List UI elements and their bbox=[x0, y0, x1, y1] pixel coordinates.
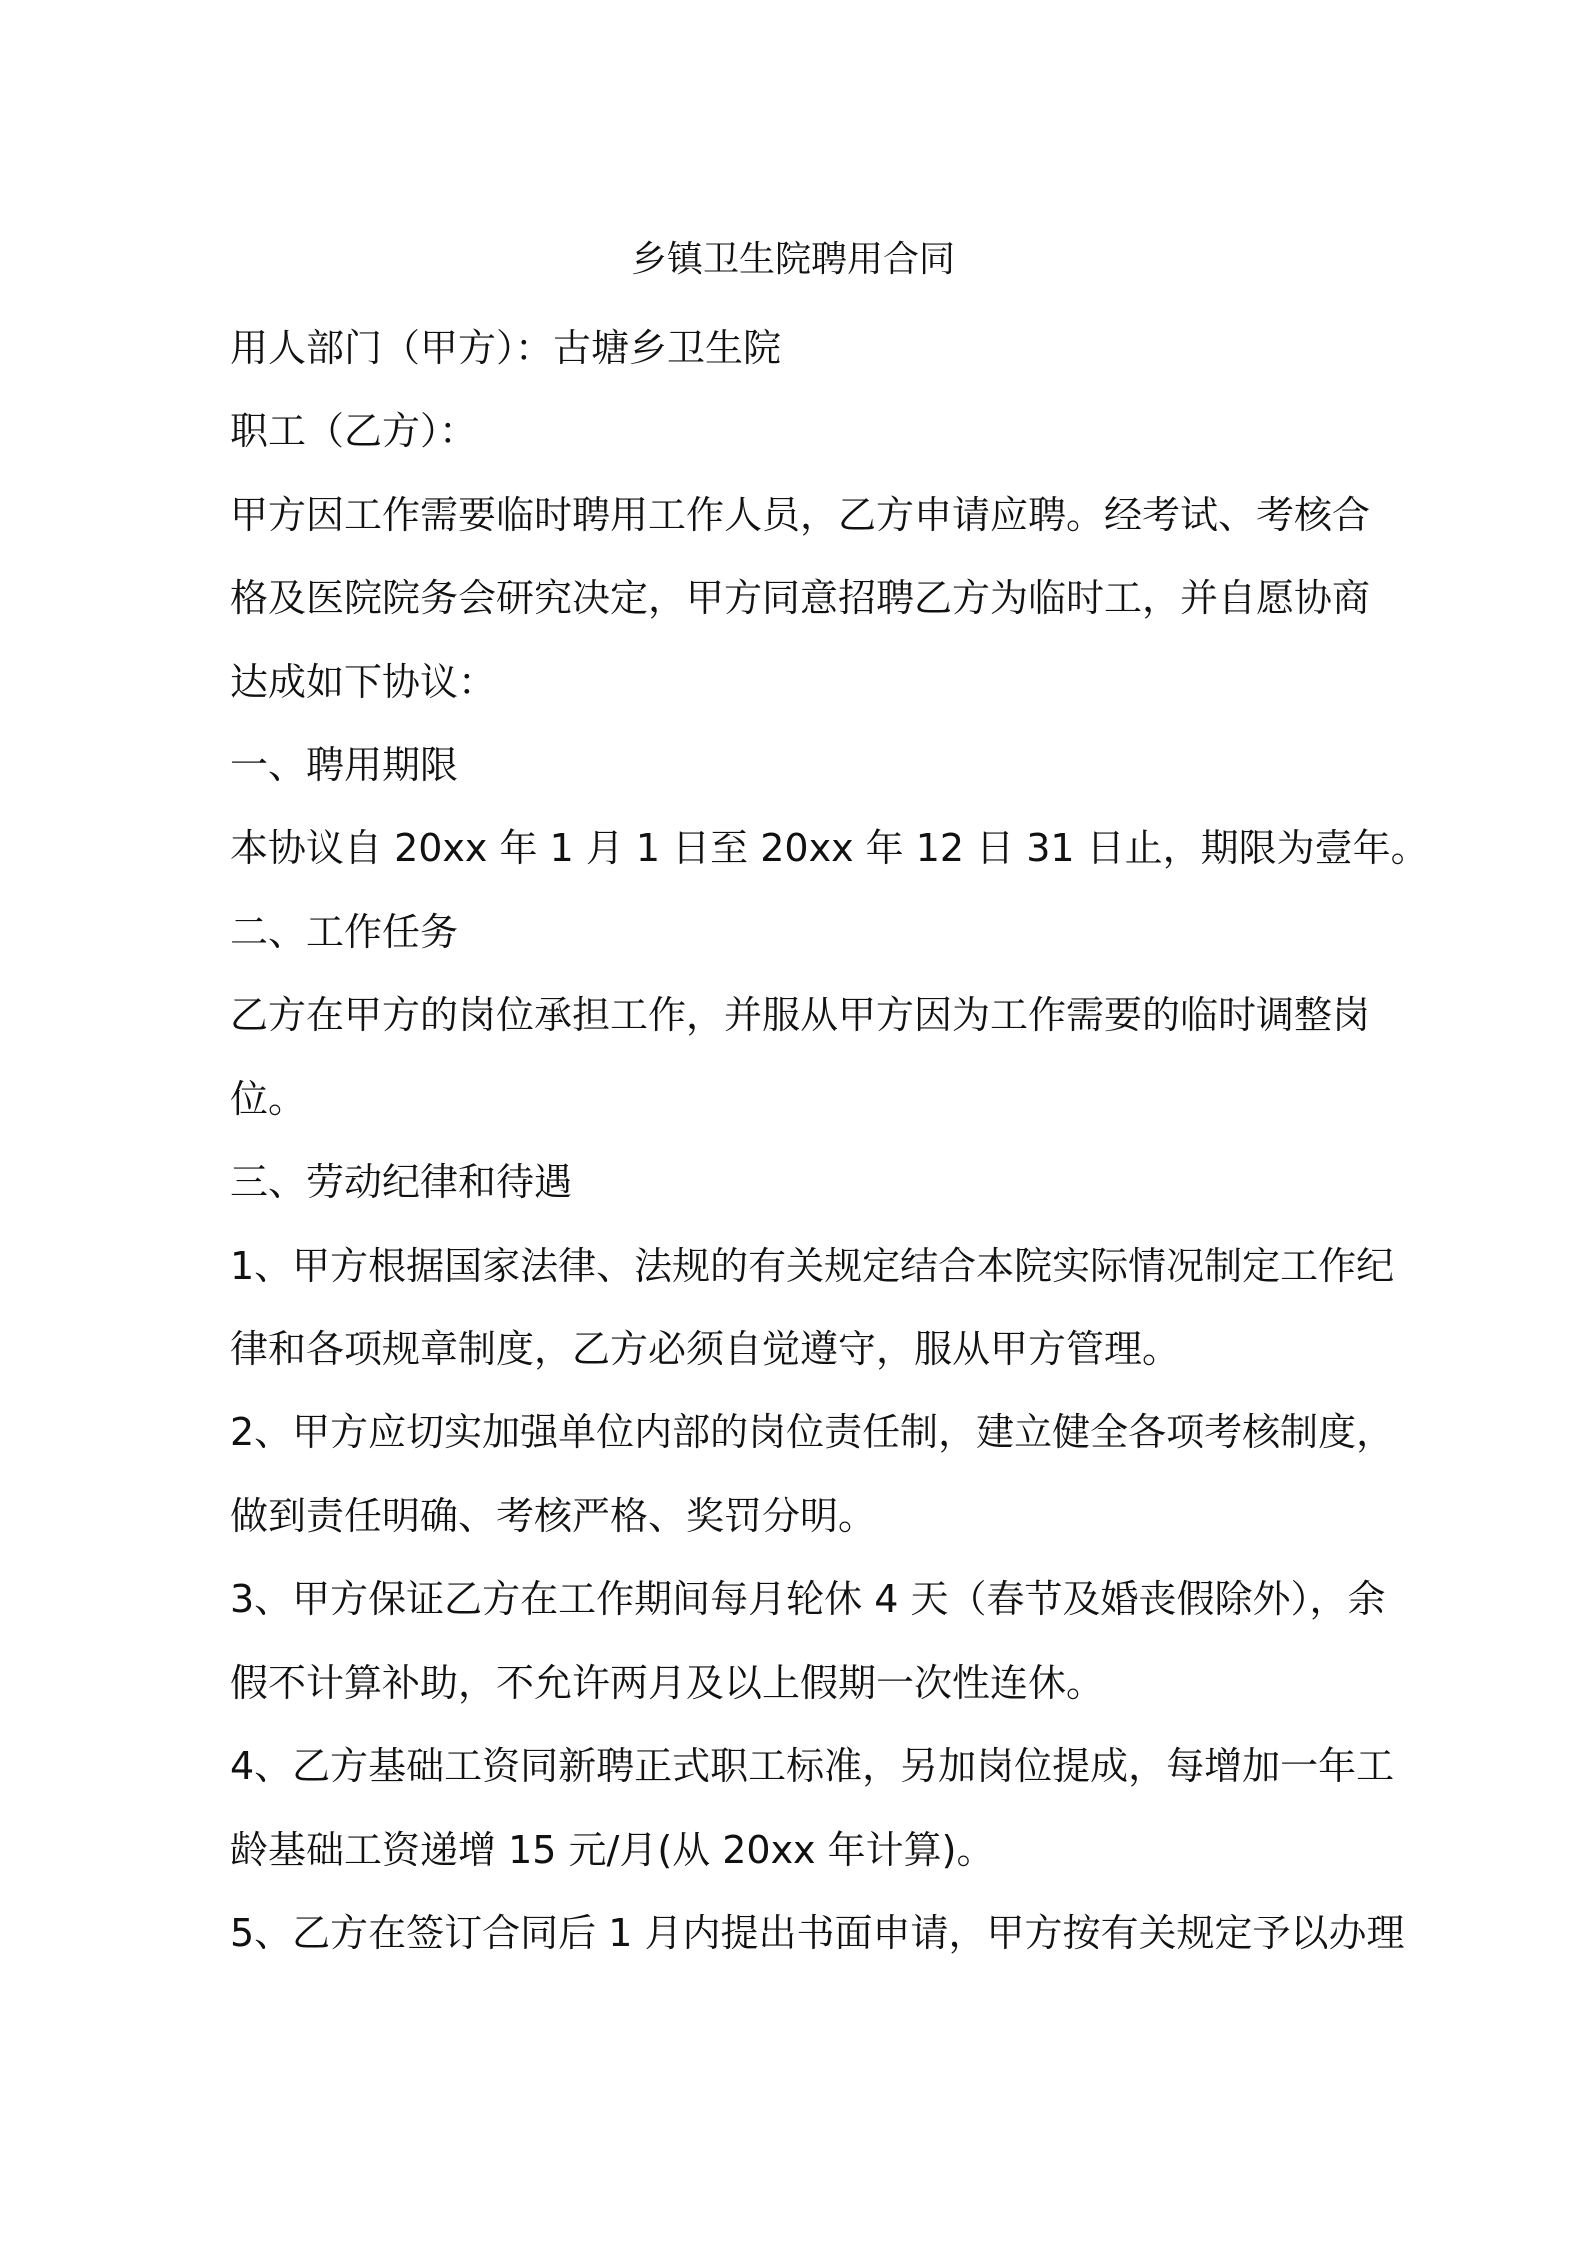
section-heading-term: 一、聘用期限 bbox=[230, 743, 459, 787]
clause-1-line-2: 律和各项规章制度，乙方必须自觉遵守，服从甲方管理。 bbox=[230, 1327, 1181, 1371]
clause-4-line-1: 4、乙方基础工资同新聘正式职工标准，另加岗位提成，每增加一年工 bbox=[230, 1744, 1395, 1788]
section-heading-tasks: 二、工作任务 bbox=[230, 910, 459, 954]
clause-2-line-1: 2、甲方应切实加强单位内部的岗位责任制，建立健全各项考核制度， bbox=[230, 1410, 1395, 1454]
section-heading-discipline: 三、劳动纪律和待遇 bbox=[230, 1160, 573, 1204]
term-text: 本协议自 20xx 年 1 月 1 日至 20xx 年 12 日 31 日止，期限为壹年。 bbox=[230, 826, 1429, 870]
clause-5-line-1: 5、乙方在签订合同后 1 月内提出书面申请，甲方按有关规定予以办理 bbox=[230, 1911, 1405, 1955]
clause-4-line-2: 龄基础工资递增 15 元/月(从 20xx 年计算)。 bbox=[230, 1828, 995, 1872]
employer-line: 用人部门（甲方）：古塘乡卫生院 bbox=[230, 326, 782, 370]
preamble-line-1: 甲方因工作需要临时聘用工作人员，乙方申请应聘。经考试、考核合 bbox=[230, 493, 1371, 537]
tasks-text-line-1: 乙方在甲方的岗位承担工作，并服从甲方因为工作需要的临时调整岗 bbox=[230, 993, 1371, 1037]
preamble-line-2: 格及医院院务会研究决定，甲方同意招聘乙方为临时工，并自愿协商 bbox=[230, 576, 1371, 620]
document-title: 乡镇卫生院聘用合同 bbox=[630, 239, 955, 280]
tasks-text-line-2: 位。 bbox=[230, 1077, 307, 1121]
clause-1-line-1: 1、甲方根据国家法律、法规的有关规定结合本院实际情况制定工作纪 bbox=[230, 1244, 1395, 1288]
clause-3-line-1: 3、甲方保证乙方在工作期间每月轮休 4 天（春节及婚丧假除外），余 bbox=[230, 1577, 1386, 1621]
employee-line: 职工（乙方）： bbox=[230, 409, 478, 453]
clause-3-line-2: 假不计算补助，不允许两月及以上假期一次性连休。 bbox=[230, 1661, 1105, 1705]
clause-2-line-2: 做到责任明确、考核严格、奖罚分明。 bbox=[230, 1494, 877, 1538]
preamble-line-3: 达成如下协议： bbox=[230, 660, 497, 704]
